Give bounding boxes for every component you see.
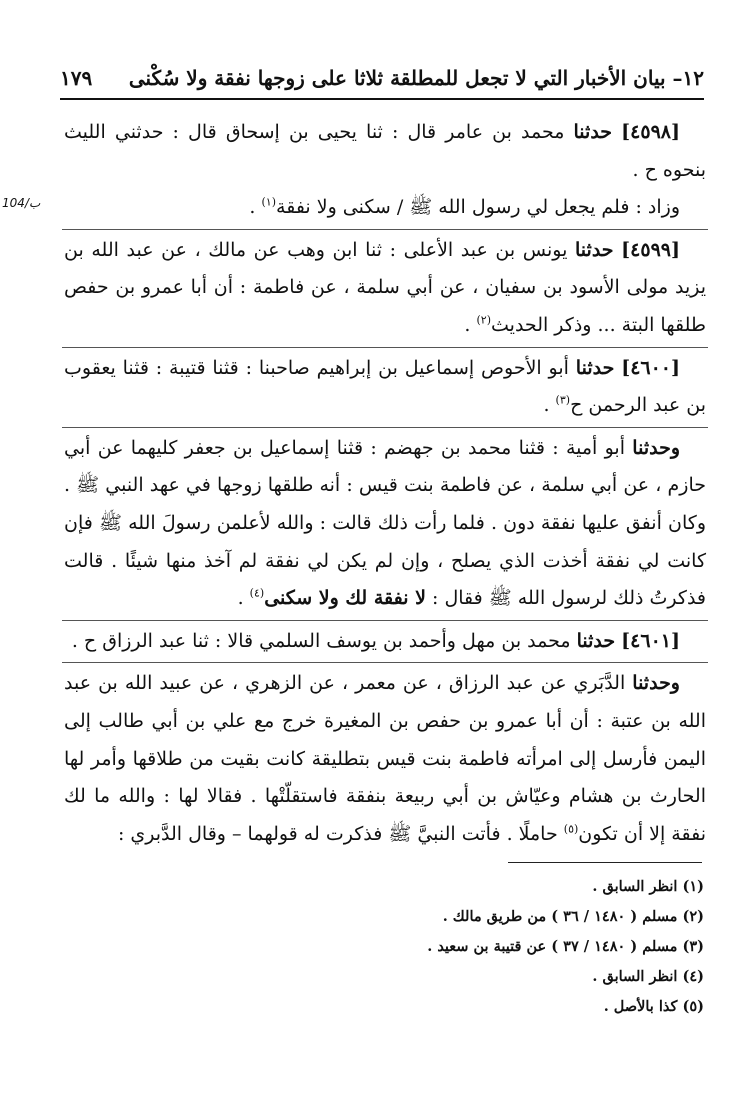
hadith-number: [٤٥٩٩]: [621, 238, 680, 261]
footnote-3: (٣) مسلم ( ١٤٨٠ / ٣٧ ) عن قتيبة بن سعيد .: [427, 938, 704, 955]
narration-text: محمد بن مهل وأحمد بن يوسف السلمي قالا : ثنا عبد الرزاق ح .: [71, 629, 571, 652]
hadith-number: [٤٦٠١]: [621, 629, 680, 652]
hadith-number: [٤٥٩٨]: [621, 121, 680, 143]
narration-text: الدَّبَري عن عبد الرزاق ، عن معمر ، عن الزهري ، عن عبيد الله بن عبد الله بن عتبة : أن أبا عمرو بن حفص بن المغيرة خرج مع علي بن أبي طالب إلى اليمن فأرسل إلى امرأته فاطمة بنت قيس بتطليقة كانت بقيت من طلاقها وأمر لها الحارث بن هشام وعيّاش بن أبي ربيعة بنفقة فاستقلّتْها . فقالا لها : والله ما لك نفقة إلا أن تكون: [64, 672, 706, 845]
narration-text-end: حاملًا . فأتت النبيَّ ﷺ فذكرت له قولهما – وقال الدَّبري :: [117, 822, 564, 845]
hadith-4600: [64, 350, 706, 425]
narration-text-end: .: [237, 587, 250, 610]
hadith-4599: [64, 232, 706, 345]
footnote-ref: (٥): [563, 822, 579, 836]
manuscript-folio-note: 104/ب: [2, 196, 41, 210]
page-number: ١٧٩: [60, 66, 93, 90]
narration-text-end: .: [543, 394, 556, 417]
footnote-ref: (٤): [249, 586, 265, 600]
footnote-1: (١) انظر السابق .: [592, 878, 704, 895]
footnote-4: (٤) انظر السابق .: [592, 968, 704, 985]
hadith-4601-second-chain: [64, 665, 706, 853]
narration-text: وزاد : فلم يجعل لي رسول الله ﷺ / سكنى ولا نفقة: [276, 196, 680, 219]
footnote-2: (٢) مسلم ( ١٤٨٠ / ٣٦ ) من طريق مالك .: [442, 908, 704, 925]
narration-text: أبو الأحوص إسماعيل بن إبراهيم صاحبنا : قثنا قتيبة : قثنا يعقوب بن عبد الرحمن ح: [64, 356, 706, 417]
narration-keyword: حدثنا: [573, 121, 613, 143]
hadith-4600-second-chain: [64, 430, 706, 618]
hadith-4598-addition: [64, 189, 706, 227]
paragraph-separator: [62, 620, 708, 621]
footnote-ref: (٢): [476, 313, 492, 327]
footnotes: [80, 872, 704, 1022]
paragraph-separator: [62, 347, 708, 348]
hadith-4601: [64, 623, 706, 661]
narration-keyword: وحدثنا: [632, 672, 680, 695]
footnote-5: (٥) كذا بالأصل .: [603, 998, 704, 1015]
paragraph-separator: [62, 229, 708, 230]
narration-text: محمد بن عامر قال : ثنا يحيى بن إسحاق قال : حدثني الليث بنحوه ح .: [64, 121, 706, 181]
hadith-4598: [64, 114, 706, 189]
paragraph-separator: [62, 427, 708, 428]
paragraph-separator: [62, 662, 708, 663]
narration-text-end: .: [249, 196, 262, 219]
narration-text: أبو أمية : قثنا محمد بن جهضم : قثنا إسماعيل بن جعفر كليهما عن أبي حازم ، عن أبي سلمة ، عن فاطمة بنت قيس : أنه طلقها زوجها في عهد النبي ﷺ . وكان أنفق عليها نفقة دون . فلما رأت ذلك قالت : والله لأعلمن رسولَ الله ﷺ فإن كانت لي نفقة أخذت الذي يصلح ، وإن لم يكن لي نفقة لم آخذ منها شيئًا . قالت فذكرتُ ذلك لرسول الله ﷺ فقال :: [64, 436, 706, 610]
narration-keyword: حدثنا: [575, 356, 615, 379]
running-header: [60, 58, 704, 100]
hadith-number: [٤٦٠٠]: [621, 356, 681, 379]
prophetic-statement: لا نفقة لك ولا سكنى: [264, 587, 426, 610]
narration-text-end: .: [464, 313, 477, 336]
narration-keyword: حدثنا: [575, 238, 614, 261]
footnote-ref: (٣): [555, 393, 571, 407]
footnote-ref: (١): [261, 195, 277, 209]
hadith-text: [64, 114, 706, 853]
footnote-rule: [508, 862, 702, 863]
narration-text: يونس بن عبد الأعلى : ثنا ابن وهب عن مالك ، عن عبد الله بن يزيد مولى الأسود بن سفيان ، عن أبي سلمة ، عن فاطمة : أن أبا عمرو بن حفص طلقها البتة ... وذكر الحديث: [64, 238, 706, 336]
chapter-title: ١٢– بيان الأخبار التي لا تجعل للمطلقة ثلاثا على زوجها نفقة ولا سُكْنى: [128, 66, 704, 90]
narration-keyword: وحدثنا: [632, 436, 681, 459]
narration-keyword: حدثنا: [576, 629, 616, 652]
